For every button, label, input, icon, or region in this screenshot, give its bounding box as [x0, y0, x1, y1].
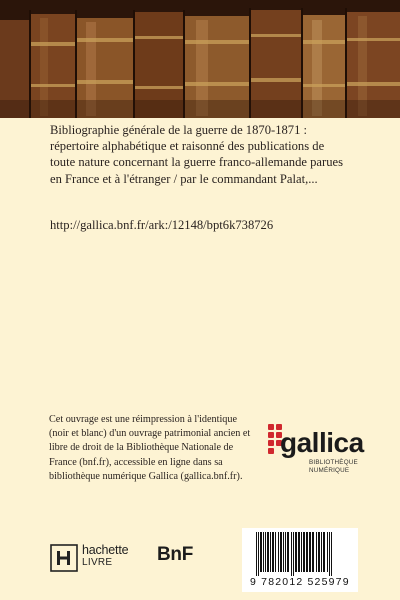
gallica-subtitle-line-2: NUMÉRIQUE: [309, 466, 350, 474]
barcode-bar: [323, 532, 325, 572]
barcode-bar: [283, 532, 284, 572]
barcode-bar: [256, 532, 257, 576]
barcode-bar: [285, 532, 286, 572]
gallica-url: http://gallica.bnf.fr/ark:/12148/bpt6k738726: [50, 218, 274, 232]
barcode-bar: [272, 532, 274, 572]
barcode-bar: [263, 532, 264, 572]
barcode-bar: [298, 532, 300, 572]
barcode-bar: [303, 532, 305, 572]
barcode-bar: [278, 532, 279, 572]
isbn-digits: 9 782012 525979: [250, 576, 350, 588]
isbn-barcode: [242, 528, 358, 592]
barcode-bar: [260, 532, 262, 572]
reprint-notice: Cet ouvrage est une réimpression à l'identique (noir et blanc) d'un ouvrage patrimonial ancien et libre de droit de la Bibliothèque Nationale de France (bnf.fr), accessible en ligne dans sa bibliothèque numérique Gallica (gallica.bnf.fr).: [49, 414, 251, 482]
barcode-bar: [270, 532, 271, 572]
barcode-bar: [258, 532, 259, 576]
barcode-bar: [331, 532, 332, 576]
bnf-logo: BnF: [157, 544, 194, 565]
book-spines-photo: [0, 0, 400, 118]
barcode-bar: [316, 532, 317, 572]
hachette-name: hachette: [82, 543, 129, 557]
gallica-subtitle: [309, 459, 369, 474]
barcode-bar: [275, 532, 276, 572]
barcode-bar: [280, 532, 282, 572]
barcode-bar: [327, 532, 328, 572]
barcode-bar: [267, 532, 269, 572]
gallica-subtitle-line-1: BIBLIOTHÈQUE: [309, 459, 358, 466]
barcode-bar: [291, 532, 292, 576]
barcode-bar: [306, 532, 308, 572]
gallica-wordmark: gallica: [280, 427, 364, 458]
barcode-bar: [318, 532, 320, 572]
barcode-bar: [312, 532, 314, 572]
barcode-bar: [295, 532, 297, 572]
barcode-bar: [301, 532, 302, 572]
barcode-bar: [265, 532, 266, 572]
book-title: Bibliographie générale de la guerre de 1870-1871 : répertoire alphabétique et raisonné des publications de toute nature concernant la guerre franco-allemande parues en France et à l'étranger / par le commandant Palat,...: [50, 123, 343, 186]
barcode-bars: [242, 528, 358, 576]
hachette-h-icon: [50, 543, 80, 573]
barcode-bar: [287, 532, 289, 572]
barcode-bar: [309, 532, 311, 572]
barcode-bar: [293, 532, 294, 576]
barcode-bar: [329, 532, 330, 576]
barcode-bar: [321, 532, 322, 572]
hachette-livre: LIVRE: [82, 557, 113, 568]
